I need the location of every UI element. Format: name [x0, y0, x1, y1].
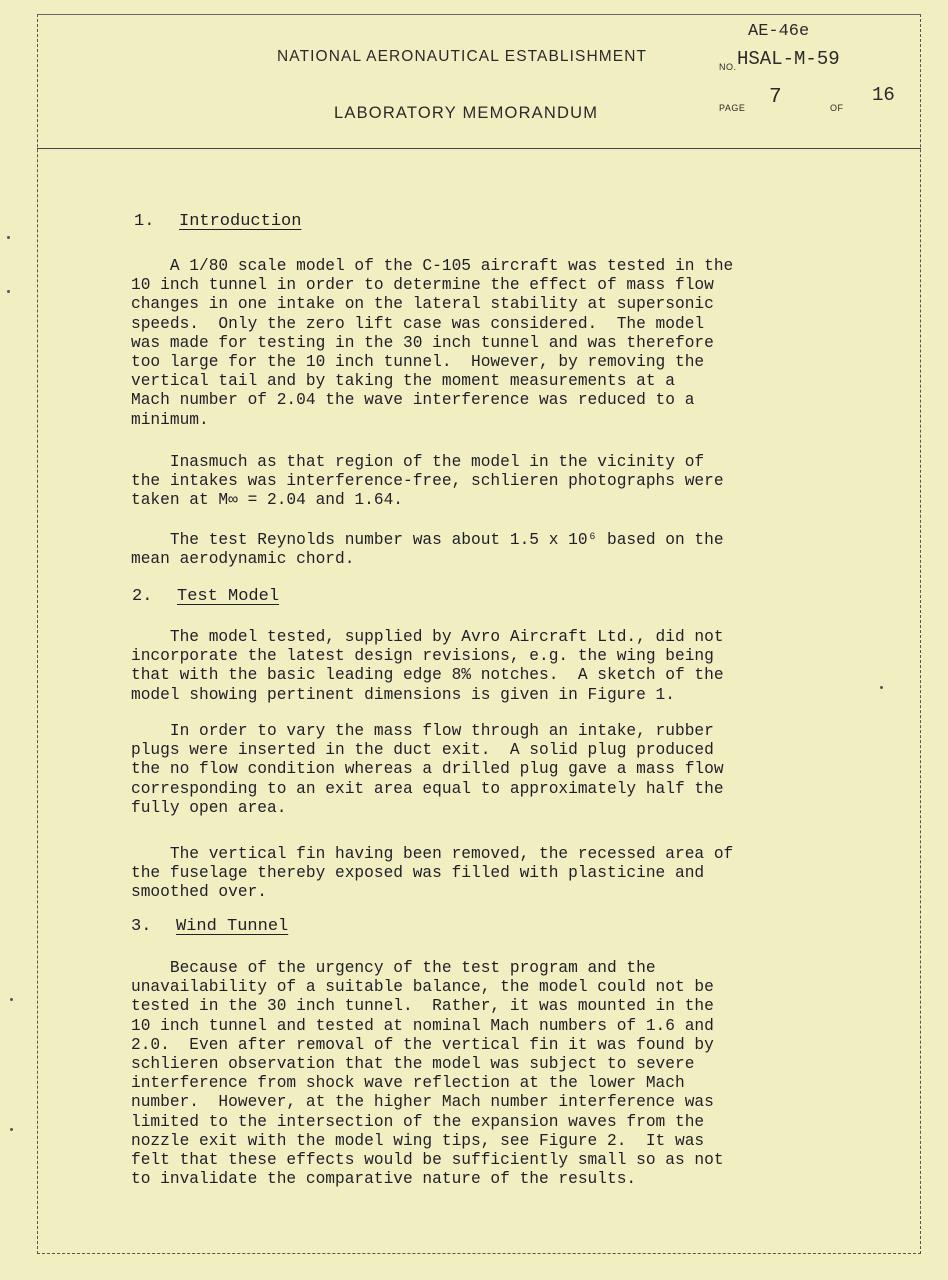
section-number: 1. — [134, 212, 155, 231]
page-total: 16 — [872, 84, 895, 106]
paragraph: Because of the urgency of the test program and the unavailability of a suitable balance, the model could not be tested in the 30 inch tunnel. Rather, it was mounted in the 10 inch tunnel and tested at nominal Mach numbers of 1.6 and 2.0. Even after removal of the vertical fin it was found by schlieren observation that the model was subject to severe interference from shock wave reflection at the lower Mach number. However, at the higher Mach number interference was limited to the intersection of the expansion waves from the nozzle exit with the model wing tips, see Figure 2. It was felt that these effects would be sufficiently small so as not to invalidate the comparative nature of the results. — [131, 959, 724, 1189]
no-label: NO. — [719, 62, 737, 72]
section-number: 2. — [132, 587, 153, 606]
margin-mark — [10, 998, 13, 1001]
paragraph: In order to vary the mass flow through an intake, rubber plugs were inserted in the duct exit. A solid plug produced the no flow condition whereas a drilled plug gave a mass flow corresponding to an exit area equal to approximately half the fully open area. — [131, 722, 724, 817]
page-label: PAGE — [719, 103, 746, 113]
memo-number: HSAL-M-59 — [737, 48, 840, 70]
margin-mark — [880, 686, 883, 689]
paragraph: The test Reynolds number was about 1.5 x 10⁶ based on the mean aerodynamic chord. — [131, 531, 724, 569]
ae-number: AE-46e — [748, 22, 810, 41]
memo-type: LABORATORY MEMORANDUM — [334, 104, 599, 122]
header-divider — [37, 148, 921, 149]
section-title: Test Model — [177, 587, 280, 606]
paragraph: The model tested, supplied by Avro Aircraft Ltd., did not incorporate the latest design revisions, e.g. the wing being that with the basic leading edge 8% notches. A sketch of the model showing pertinent dimensions is given in Figure 1. — [131, 628, 724, 704]
margin-mark — [7, 236, 10, 239]
section-title: Wind Tunnel — [176, 917, 289, 936]
section-heading-wind-tunnel — [131, 917, 288, 936]
paragraph: A 1/80 scale model of the C-105 aircraft was tested in the 10 inch tunnel in order to determine the effect of mass flow changes in one intake on the lateral stability at supersonic speeds. Only the zero lift case was considered. The model was made for testing in the 30 inch tunnel and was therefore too large for the 10 inch tunnel. However, by removing the vertical tail and by taking the moment measurements at a Mach number of 2.04 the wave interference was reduced to a minimum. — [131, 257, 734, 429]
page-number: 7 — [769, 86, 782, 109]
section-heading-test-model — [132, 587, 279, 606]
paragraph: Inasmuch as that region of the model in the vicinity of the intakes was interference-free, schlieren photographs were taken at M∞ = 2.04 and 1.64. — [131, 453, 724, 510]
paragraph: The vertical fin having been removed, the recessed area of the fuselage thereby exposed was filled with plasticine and smoothed over. — [131, 845, 734, 902]
margin-mark — [7, 290, 10, 293]
section-number: 3. — [131, 917, 152, 936]
section-heading-introduction — [134, 212, 301, 231]
section-title: Introduction — [179, 212, 302, 231]
margin-mark — [10, 1128, 13, 1131]
of-label: OF — [830, 103, 844, 113]
establishment-name: NATIONAL AERONAUTICAL ESTABLISHMENT — [277, 48, 648, 65]
